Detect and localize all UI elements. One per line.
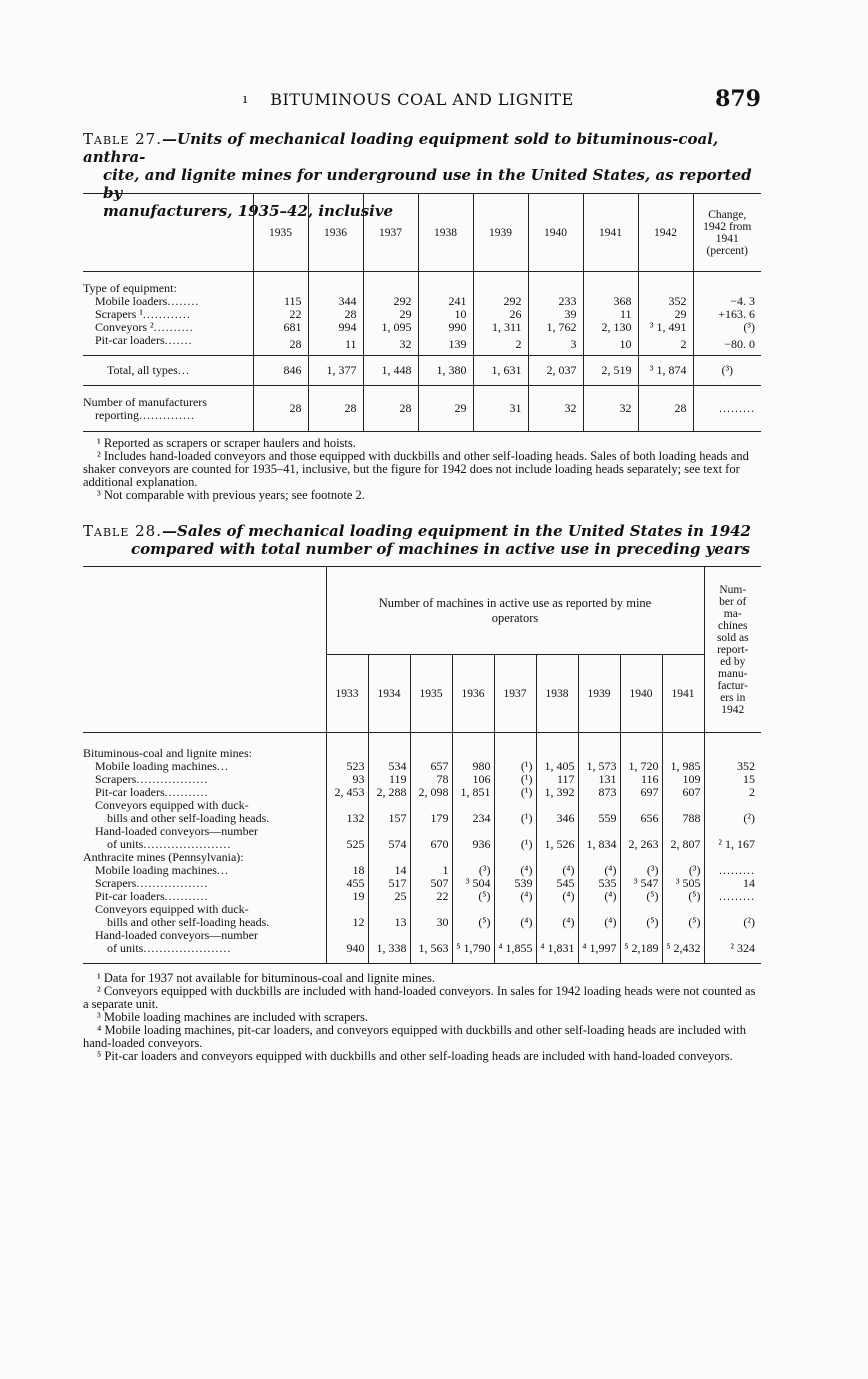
cell: 30 — [410, 903, 452, 929]
table28-year-header: 1941 — [662, 655, 704, 733]
cell: 1, 095 — [363, 321, 418, 334]
cell: 1, 405 — [536, 760, 578, 773]
table28-year-header: 1940 — [620, 655, 662, 733]
cell: 523 — [326, 760, 368, 773]
cell: (⁴) — [536, 890, 578, 903]
table28-year-header: 1935 — [410, 655, 452, 733]
table28-stub-header — [83, 567, 326, 733]
cell: 2, 098 — [410, 786, 452, 799]
cell: ⁴ 1,831 — [536, 929, 578, 964]
row-label: Conveyors ².......... — [95, 320, 194, 334]
cell: (¹) — [494, 786, 536, 799]
cell: 22 — [253, 308, 308, 321]
empty-cell — [410, 733, 452, 761]
cell: 26 — [473, 308, 528, 321]
table27-title-line2: cite, and lignite mines for underground use in the United States, as reported by — [103, 166, 752, 202]
table28-year-header: 1937 — [494, 655, 536, 733]
sold-cell: 14 — [704, 877, 761, 890]
table27-footnotes — [83, 437, 761, 502]
cell: 1, 338 — [368, 929, 410, 964]
cell: ³ 1, 491 — [638, 321, 693, 334]
sold-header-line: ma- — [723, 607, 742, 620]
empty-cell — [662, 733, 704, 761]
table28 — [83, 566, 761, 964]
cell: 1, 631 — [473, 356, 528, 386]
change-cell: +163. 6 — [693, 308, 761, 321]
row-label-line: reporting — [95, 407, 139, 422]
cell: 119 — [368, 773, 410, 786]
sold-header-line: ed by — [720, 655, 746, 668]
cell: 11 — [583, 308, 638, 321]
cell: ⁴ 1,855 — [494, 929, 536, 964]
section-title: Bituminous-coal and lignite mines: — [83, 746, 252, 760]
table27-year-header: 1938 — [418, 194, 473, 272]
change-cell: −4. 3 — [693, 295, 761, 308]
footnote: ⁴ Mobile loading machines, pit-car loaders, and conveyors equipped with duckbills and other self-loading heads are included with hand-loaded conveyors. — [83, 1023, 746, 1050]
cell: 93 — [326, 773, 368, 786]
cell: 39 — [528, 308, 583, 321]
cell: 1, 448 — [363, 356, 418, 386]
cell: 233 — [528, 295, 583, 308]
footnote: ³ Not comparable with previous years; see footnote 2. — [97, 488, 365, 502]
cell: 539 — [494, 877, 536, 890]
cell: 873 — [578, 786, 620, 799]
sold-cell: ² 1, 167 — [704, 825, 761, 851]
cell: 990 — [418, 321, 473, 334]
table28-group-header: Number of machines in active use as reported by mine operators — [326, 567, 704, 655]
cell: ³ 547 — [620, 877, 662, 890]
empty-cell — [368, 733, 410, 761]
cell: 936 — [452, 825, 494, 851]
sold-header-line: chines — [718, 619, 748, 632]
footnote: ¹ Data for 1937 not available for bituminous-coal and lignite mines. — [97, 971, 436, 985]
cell: (⁴) — [494, 864, 536, 877]
footnote: ² Includes hand-loaded conveyors and those equipped with duckbills and other self-loading heads. Sales of both loading heads and shaker conveyors are counted for 1935–41, inclusive, but the figure for 1942 does not include loading heads separately; see text for additional explanation. — [83, 449, 749, 489]
table27-stub-header — [83, 194, 253, 272]
footnote: ¹ Reported as scrapers or scraper haulers and hoists. — [97, 436, 356, 450]
row-label-line: Mobile loading machines... — [95, 759, 229, 773]
page-number: 879 — [715, 86, 761, 112]
cell: 25 — [368, 890, 410, 903]
sold-header-line: sold as — [716, 631, 749, 644]
table27-year-header: 1936 — [308, 194, 363, 272]
cell: 28 — [363, 386, 418, 432]
cell: ⁵ 1,790 — [452, 929, 494, 964]
section-title: Anthracite mines (Pennsylvania): — [83, 850, 244, 864]
row-label: Mobile loaders........ — [95, 294, 200, 308]
table28-year-header: 1939 — [578, 655, 620, 733]
cell: (¹) — [494, 799, 536, 825]
cell: 2 — [473, 334, 528, 356]
cell: (⁵) — [452, 890, 494, 903]
cell: (⁴) — [578, 864, 620, 877]
cell: 1, 563 — [410, 929, 452, 964]
cell: 525 — [326, 825, 368, 851]
table-row-total — [83, 356, 761, 386]
cell: 157 — [368, 799, 410, 825]
sold-cell: 15 — [704, 773, 761, 786]
cell: 10 — [583, 334, 638, 356]
cell: 241 — [418, 295, 473, 308]
cell: 22 — [410, 890, 452, 903]
cell: 292 — [473, 295, 528, 308]
sold-header-line: report- — [717, 643, 749, 656]
table28-title-line1: —Sales of mechanical loading equipment in the United States in 1942 — [162, 522, 751, 540]
footnote: ⁵ Pit-car loaders and conveyors equipped with duckbills and other self-loading heads are included with hand-loaded conveyors. — [97, 1049, 733, 1063]
cell: (⁵) — [620, 890, 662, 903]
row-label — [83, 929, 326, 964]
sold-header-line: ers in — [720, 691, 746, 704]
row-label-line: Number of manufacturers — [83, 394, 207, 409]
table28-year-header: 1936 — [452, 655, 494, 733]
empty-cell — [494, 733, 536, 761]
cell: 2, 807 — [662, 825, 704, 851]
cell: 2, 519 — [583, 356, 638, 386]
cell: 1, 720 — [620, 760, 662, 773]
cell: 2, 037 — [528, 356, 583, 386]
row-label — [83, 799, 326, 825]
cell: 2, 263 — [620, 825, 662, 851]
cell: 574 — [368, 825, 410, 851]
row-label-line: bills and other self-loading heads. — [107, 811, 271, 825]
change-cell: (³) — [693, 321, 761, 334]
cell: 2, 453 — [326, 786, 368, 799]
cell: 1, 377 — [308, 356, 363, 386]
cell: 980 — [452, 760, 494, 773]
cell: 846 — [253, 356, 308, 386]
cell: (⁴) — [536, 864, 578, 877]
cell: 292 — [363, 295, 418, 308]
table28-year-header: 1933 — [326, 655, 368, 733]
empty-cell — [578, 733, 620, 761]
table27-title-line3: manufacturers, 1935–42, inclusive — [103, 202, 394, 220]
cell: 31 — [473, 386, 528, 432]
cell: 1, 311 — [473, 321, 528, 334]
cell: 670 — [410, 825, 452, 851]
row-label-line: Pit-car loaders........... — [95, 785, 209, 799]
table-row-manufacturers — [83, 386, 761, 432]
cell: 131 — [578, 773, 620, 786]
sold-cell: ² 324 — [704, 929, 761, 964]
sold-cell: 352 — [704, 760, 761, 773]
cell: (⁵) — [662, 903, 704, 929]
cell: 32 — [583, 386, 638, 432]
cell: 28 — [253, 334, 308, 356]
table28-sold-header — [704, 567, 761, 733]
cell: ³ 504 — [452, 877, 494, 890]
cell: 2, 288 — [368, 786, 410, 799]
cell: 28 — [638, 386, 693, 432]
row-label-line: Conveyors equipped with duck- — [95, 798, 249, 812]
cell: 1, 851 — [452, 786, 494, 799]
row-label-line: of units...................... — [107, 837, 232, 851]
cell: 117 — [536, 773, 578, 786]
sold-header-line: ber of — [719, 595, 747, 608]
table27-year-header: 1939 — [473, 194, 528, 272]
footnote: ² Conveyors equipped with duckbills are included with hand-loaded conveyors. In sales for 1942 loading heads were not counted as a separate unit. — [83, 984, 756, 1011]
cell: ⁴ 1,997 — [578, 929, 620, 964]
empty-cell — [452, 733, 494, 761]
change-header-line: 1942 from — [703, 220, 752, 233]
sold-header-line: factur- — [717, 679, 748, 692]
table28-year-header: 1934 — [368, 655, 410, 733]
change-cell: (³) — [693, 356, 761, 386]
cell: 994 — [308, 321, 363, 334]
cell: 78 — [410, 773, 452, 786]
sold-header-line: manu- — [718, 667, 748, 680]
cell: 32 — [528, 386, 583, 432]
table-row — [83, 799, 761, 825]
change-header-line: Change, — [708, 208, 747, 221]
row-label: Number of manufacturers reporting.............. — [83, 386, 253, 432]
cell: 2 — [638, 334, 693, 356]
row-label-line: Pit-car loaders........... — [95, 889, 209, 903]
change-cell: −80. 0 — [693, 334, 761, 356]
sold-cell: (²) — [704, 799, 761, 825]
table27-year-header: 1937 — [363, 194, 418, 272]
row-label-line: Scrapers.................. — [95, 772, 209, 786]
cell: 656 — [620, 799, 662, 825]
cell: 368 — [583, 295, 638, 308]
table28-year-header: 1938 — [536, 655, 578, 733]
cell: 29 — [363, 308, 418, 321]
cell: 1, 573 — [578, 760, 620, 773]
empty-cell — [536, 733, 578, 761]
cell: 1, 985 — [662, 760, 704, 773]
cell: 18 — [326, 864, 368, 877]
cell: 2, 130 — [583, 321, 638, 334]
cell: 12 — [326, 903, 368, 929]
cell: 1, 834 — [578, 825, 620, 851]
row-label: Scrapers ¹............ — [95, 307, 191, 321]
cell: ³ 505 — [662, 877, 704, 890]
cell: 11 — [308, 334, 363, 356]
cell: 3 — [528, 334, 583, 356]
cell: ⁵ 2,432 — [662, 929, 704, 964]
cell: (⁴) — [578, 890, 620, 903]
cell: 109 — [662, 773, 704, 786]
empty-cell — [704, 733, 761, 761]
table28-label: Table 28. — [83, 522, 162, 540]
cell: 681 — [253, 321, 308, 334]
cell: (⁴) — [578, 903, 620, 929]
cell: 1 — [410, 864, 452, 877]
cell: ⁵ 2,189 — [620, 929, 662, 964]
cell: 657 — [410, 760, 452, 773]
running-header — [83, 86, 761, 116]
table28-caption — [83, 522, 761, 558]
row-label-line: of units...................... — [107, 941, 232, 955]
cell: 179 — [410, 799, 452, 825]
table27-change-header — [693, 194, 761, 272]
empty-cell — [620, 733, 662, 761]
cell: 28 — [308, 386, 363, 432]
cell: 1, 526 — [536, 825, 578, 851]
cell: 1, 392 — [536, 786, 578, 799]
cell: (⁵) — [452, 903, 494, 929]
row-label: Pit-car loaders....... — [95, 333, 193, 347]
sold-header-line: Num- — [719, 583, 747, 596]
cell: 116 — [620, 773, 662, 786]
row-label-line: Conveyors equipped with duck- — [95, 902, 249, 916]
cell: 234 — [452, 799, 494, 825]
cell: 115 — [253, 295, 308, 308]
change-header-line: (percent) — [706, 244, 748, 257]
cell: 29 — [418, 386, 473, 432]
cell: (³) — [620, 864, 662, 877]
table27-title-line1: —Units of mechanical loading equipment sold to bituminous-coal, anthra- — [83, 130, 719, 166]
cell: (⁴) — [536, 903, 578, 929]
cell: 139 — [418, 334, 473, 356]
table-row — [83, 929, 761, 964]
row-label — [83, 903, 326, 929]
table27-year-header: 1935 — [253, 194, 308, 272]
table27-year-header: 1942 — [638, 194, 693, 272]
cell: 352 — [638, 295, 693, 308]
cell: 10 — [418, 308, 473, 321]
header-marker: ı — [243, 92, 248, 107]
cell: (¹) — [494, 760, 536, 773]
sold-cell: (²) — [704, 903, 761, 929]
cell: (¹) — [494, 773, 536, 786]
footnote: ³ Mobile loading machines are included with scrapers. — [97, 1010, 369, 1024]
row-label — [83, 825, 326, 851]
row-label-line: Hand-loaded conveyors—number — [95, 928, 258, 942]
cell: (³) — [452, 864, 494, 877]
cell: 28 — [308, 308, 363, 321]
cell: 32 — [363, 334, 418, 356]
table27-section-label: Type of equipment: — [83, 281, 177, 295]
row-label: Total, all types... — [107, 363, 190, 377]
cell: 28 — [253, 386, 308, 432]
table27-year-header: 1940 — [528, 194, 583, 272]
row-label-line: Mobile loading machines... — [95, 863, 229, 877]
cell: (⁴) — [494, 903, 536, 929]
cell: 1, 762 — [528, 321, 583, 334]
row-label-line: bills and other self-loading heads. — [107, 915, 271, 929]
table-section-row — [83, 733, 761, 761]
cell: 607 — [662, 786, 704, 799]
cell: 19 — [326, 890, 368, 903]
table-row — [83, 825, 761, 851]
cell: (⁵) — [662, 890, 704, 903]
cell: 132 — [326, 799, 368, 825]
cell: 455 — [326, 877, 368, 890]
cell: 545 — [536, 877, 578, 890]
row-label-line: Scrapers.................. — [95, 876, 209, 890]
cell: 13 — [368, 903, 410, 929]
row-label-line: Hand-loaded conveyors—number — [95, 824, 258, 838]
cell: 14 — [368, 864, 410, 877]
table28-footnotes — [83, 972, 761, 1063]
cell: 507 — [410, 877, 452, 890]
cell: 559 — [578, 799, 620, 825]
cell: (⁵) — [620, 903, 662, 929]
sold-header-line: 1942 — [721, 703, 745, 716]
cell: (¹) — [494, 825, 536, 851]
table27 — [83, 193, 761, 432]
empty-cell — [326, 733, 368, 761]
table27-label: Table 27. — [83, 130, 162, 148]
cell: 1, 380 — [418, 356, 473, 386]
cell: 697 — [620, 786, 662, 799]
sold-cell: 2 — [704, 786, 761, 799]
cell: 535 — [578, 877, 620, 890]
table28-title-line2: compared with total number of machines in active use in preceding years — [131, 540, 750, 558]
cell: 106 — [452, 773, 494, 786]
change-cell: ......... — [693, 386, 761, 432]
cell: 517 — [368, 877, 410, 890]
table27-year-header: 1941 — [583, 194, 638, 272]
cell: 346 — [536, 799, 578, 825]
sold-cell: ......... — [704, 890, 761, 903]
cell: 29 — [638, 308, 693, 321]
table-row — [83, 903, 761, 929]
table-row — [83, 334, 761, 356]
cell: 788 — [662, 799, 704, 825]
cell: 344 — [308, 295, 363, 308]
sold-cell: ......... — [704, 864, 761, 877]
cell: (⁴) — [494, 890, 536, 903]
running-title: BITUMINOUS COAL AND LIGNITE — [270, 90, 574, 109]
cell: 940 — [326, 929, 368, 964]
cell: (³) — [662, 864, 704, 877]
cell: 534 — [368, 760, 410, 773]
cell: ³ 1, 874 — [638, 356, 693, 386]
change-header-line: 1941 — [715, 232, 739, 245]
